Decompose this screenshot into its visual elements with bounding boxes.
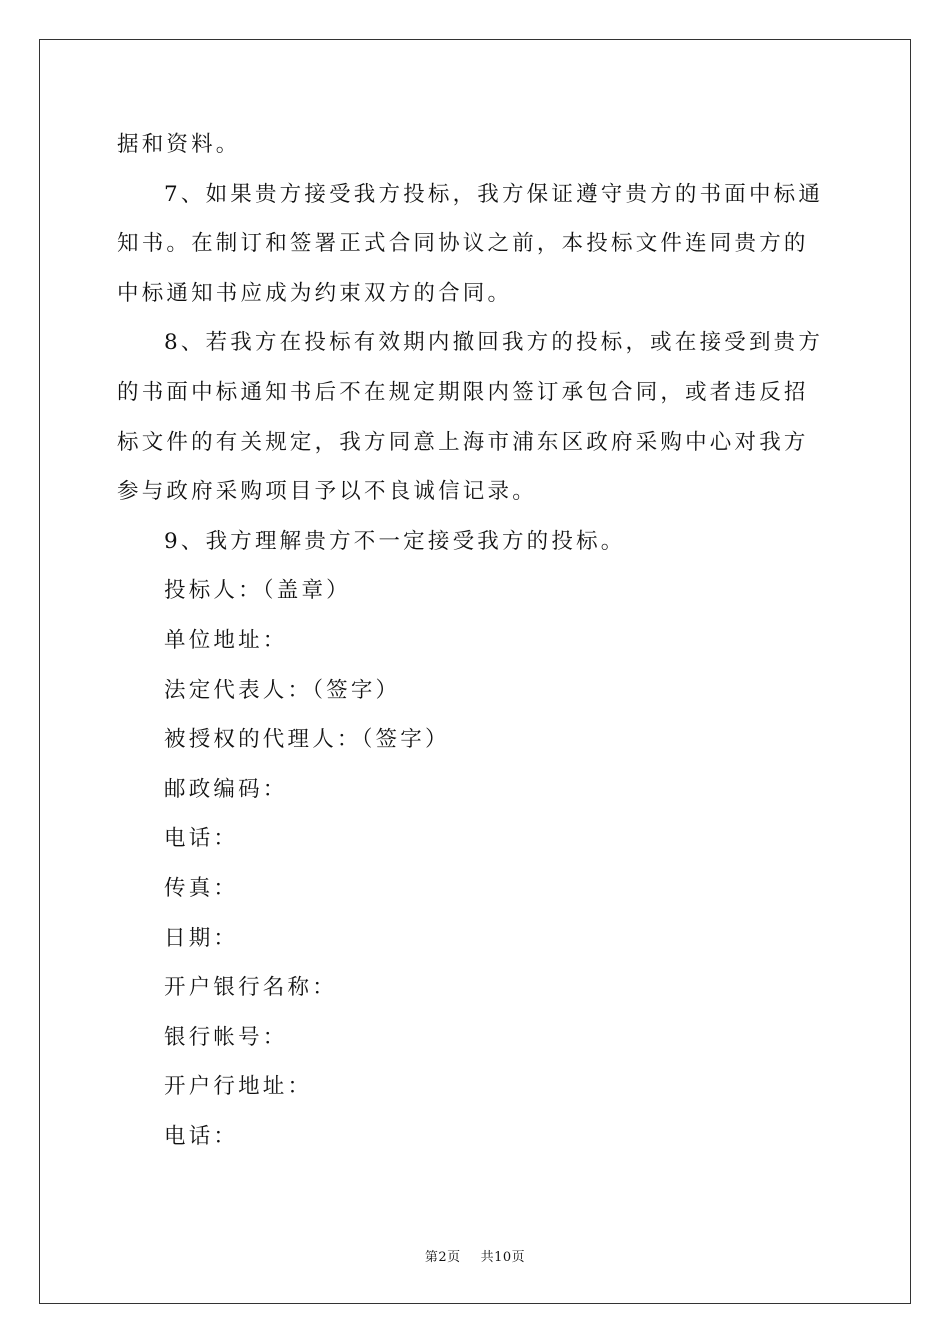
paragraph-item-7: 7、如果贵方接受我方投标，我方保证遵守贵方的书面中标通知书。在制订和签署正式合同协议之前，本投标文件连同贵方的中标通知书应成为约束双方的合同。 [117,181,824,306]
paragraph-item-9: 9、我方理解贵方不一定接受我方的投标。 [164,528,626,554]
page-total: 共10页 [480,1250,526,1265]
field-phone: 电话： [164,826,239,852]
field-fax: 传真： [164,875,239,901]
field-bank-phone: 电话： [164,1123,239,1149]
document-body [117,120,833,1161]
field-legal-representative: 法定代表人：（签字） [164,677,401,703]
field-authorized-agent: 被授权的代理人：（签字） [164,727,450,753]
field-date: 日期： [164,925,239,951]
field-bank-account: 银行帐号： [164,1024,288,1050]
field-bidder: 投标人：（盖章） [164,578,351,604]
paragraph-continuation: 据和资料。 [117,132,241,157]
paragraph-item-8: 8、若我方在投标有效期内撤回我方的投标，或在接受到贵方的书面中标通知书后不在规定期限内签订承包合同，或者违反招标文件的有关规定，我方同意上海市浦东区政府采购中心对我方参与政府采购项目予以不良诚信记录。 [117,330,824,505]
field-bank-name: 开户银行名称： [164,975,337,1001]
page-footer [0,1246,950,1265]
field-postal-code: 邮政编码： [164,776,288,802]
page-number: 第2页 [424,1250,461,1265]
field-company-address: 单位地址： [164,627,288,653]
field-bank-address: 开户行地址： [164,1074,313,1100]
